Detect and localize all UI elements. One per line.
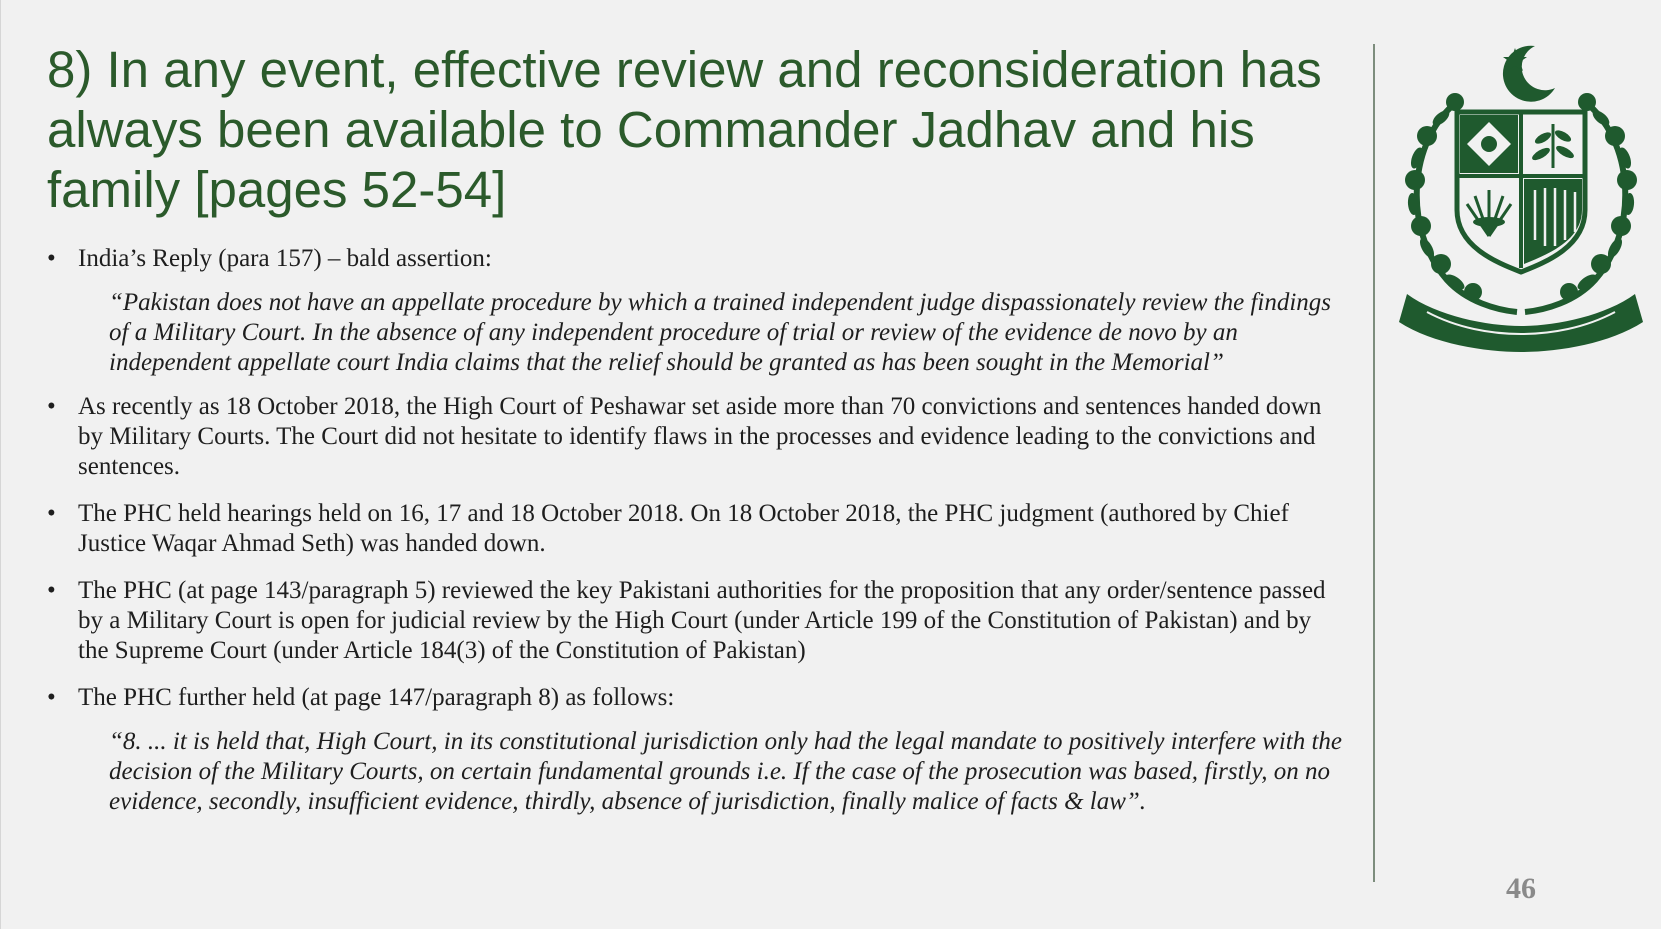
bullet-text: The PHC further held (at page 147/paragraph 8) as follows: [78, 684, 675, 711]
page-number: 46 [1506, 872, 1536, 905]
bullet-item [47, 683, 1347, 713]
bullet-text: The PHC held hearings held on 16, 17 and 18 October 2018. On 18 October 2018, the PHC judgment (authored by Chief Justice Waqar Ahmad Seth) was handed down. [78, 500, 1289, 557]
bullet-dot: • [47, 393, 56, 420]
block-quote: “8. ... it is held that, High Court, in its constitutional jurisdiction only had the legal mandate to positively interfere with the decision of the Military Courts, on certain fundamental grounds i.e. If the case of the prosecution was based, firstly, on no evidence, secondly, insufficient evidence, thirdly, absence of jurisdiction, finally malice of facts & law”. [109, 728, 1343, 815]
bullet-dot: • [47, 245, 56, 272]
slide-content [47, 244, 1347, 831]
bullet-dot: • [47, 500, 56, 527]
bullet-item [47, 392, 1347, 482]
slide-title: 8) In any event, effective review and reconsideration has always been available to Commander Jadhav and his family [pages 52-54] [47, 41, 1322, 218]
bullet-item [47, 244, 1347, 274]
bullet-text: The PHC (at page 143/paragraph 5) reviewed the key Pakistani authorities for the proposition that any order/sentence passed by a Military Court is open for judicial review by the High Court (under Article 199 of the Constitution of Pakistan) and by the Supreme Court (under Article 184(3) of the Constitution of Pakistan) [78, 577, 1326, 664]
bullet-text: As recently as 18 October 2018, the High Court of Peshawar set aside more than 70 convictions and sentences handed down by Military Courts. The Court did not hesitate to identify flaws in the processes and evidence leading to the convictions and sentences. [78, 393, 1322, 480]
block-quote: “Pakistan does not have an appellate procedure by which a trained independent judge dispassionately review the findings of a Military Court. In the absence of any independent procedure of trial or review of the evidence de novo by an independent appellate court India claims that the relief should be granted as has been sought in the Memorial” [109, 289, 1332, 376]
vertical-divider [1373, 44, 1375, 882]
bullet-item [47, 576, 1347, 666]
bullet-text: India’s Reply (para 157) – bald assertion: [78, 245, 492, 272]
bullet-dot: • [47, 684, 56, 711]
bullet-item [47, 499, 1347, 559]
bullet-dot: • [47, 577, 56, 604]
pakistan-state-emblem-icon [1387, 40, 1655, 352]
